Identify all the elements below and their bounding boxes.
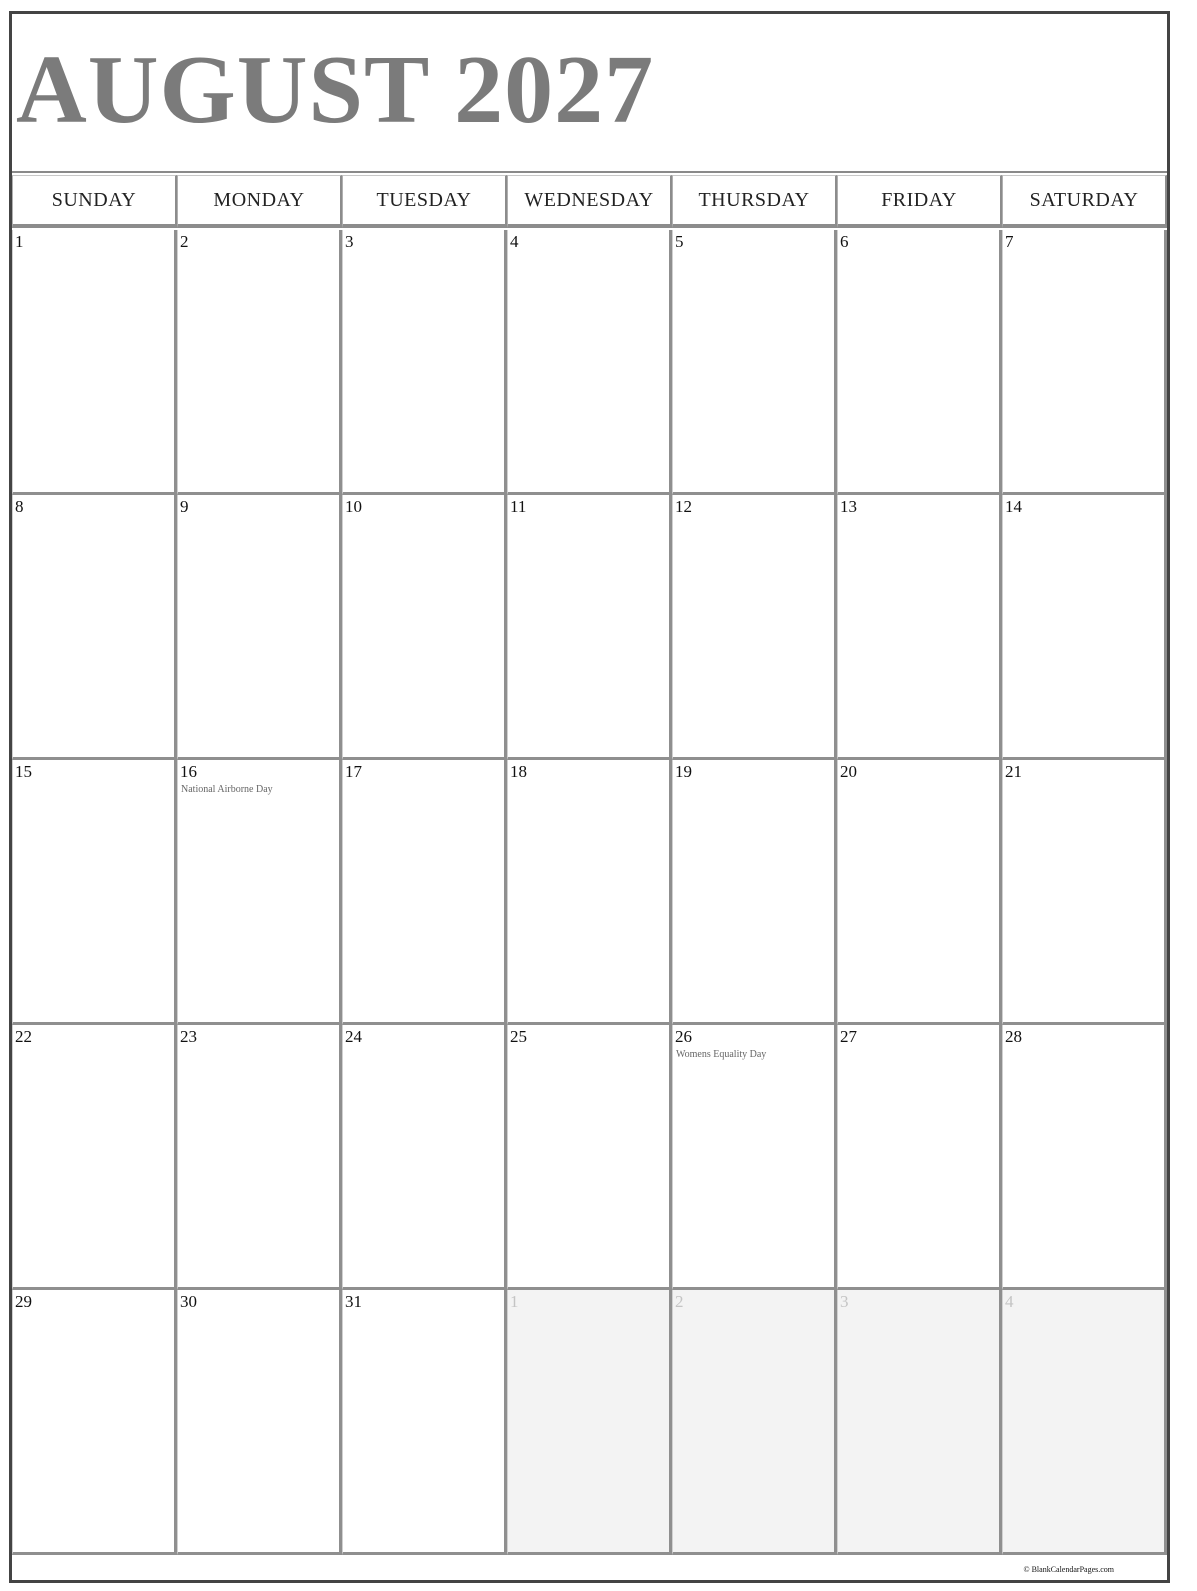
day-cell[interactable] bbox=[12, 495, 177, 760]
weekday-header-thursday: THURSDAY bbox=[672, 175, 837, 228]
day-cell[interactable] bbox=[342, 1290, 507, 1555]
day-cell[interactable] bbox=[177, 760, 342, 1025]
day-number: 11 bbox=[510, 497, 527, 516]
day-number: 2 bbox=[180, 232, 189, 251]
day-cell[interactable] bbox=[12, 1025, 177, 1290]
day-number: 14 bbox=[1005, 497, 1022, 516]
day-number: 10 bbox=[345, 497, 362, 516]
day-cell[interactable] bbox=[177, 1025, 342, 1290]
day-cell[interactable] bbox=[837, 1025, 1002, 1290]
day-number: 3 bbox=[840, 1292, 849, 1311]
day-number: 6 bbox=[840, 232, 849, 251]
day-cell[interactable] bbox=[177, 230, 342, 495]
day-number: 30 bbox=[180, 1292, 197, 1311]
day-number: 17 bbox=[345, 762, 362, 781]
day-number: 23 bbox=[180, 1027, 197, 1046]
day-cell[interactable] bbox=[1002, 1025, 1167, 1290]
day-number: 4 bbox=[1005, 1292, 1014, 1311]
weekday-header-monday: MONDAY bbox=[177, 175, 342, 228]
day-cell[interactable] bbox=[1002, 760, 1167, 1025]
day-number: 31 bbox=[345, 1292, 362, 1311]
day-cell[interactable] bbox=[342, 230, 507, 495]
day-cell[interactable] bbox=[342, 495, 507, 760]
day-number: 3 bbox=[345, 232, 354, 251]
day-cell[interactable] bbox=[507, 760, 672, 1025]
day-number: 29 bbox=[15, 1292, 32, 1311]
holiday-label: National Airborne Day bbox=[181, 784, 273, 795]
day-number: 19 bbox=[675, 762, 692, 781]
day-number: 25 bbox=[510, 1027, 527, 1046]
day-number: 1 bbox=[15, 232, 24, 251]
day-number: 2 bbox=[675, 1292, 684, 1311]
footer-credit: © BlankCalendarPages.com bbox=[1023, 1565, 1114, 1574]
weekday-header-sunday: SUNDAY bbox=[12, 175, 177, 228]
day-number: 28 bbox=[1005, 1027, 1022, 1046]
calendar-grid bbox=[12, 230, 1167, 1557]
day-number: 9 bbox=[180, 497, 189, 516]
day-number: 26 bbox=[675, 1027, 692, 1046]
day-cell-next-month[interactable] bbox=[1002, 1290, 1167, 1555]
day-number: 1 bbox=[510, 1292, 519, 1311]
day-cell[interactable] bbox=[507, 1025, 672, 1290]
day-cell-next-month[interactable] bbox=[672, 1290, 837, 1555]
day-cell[interactable] bbox=[837, 230, 1002, 495]
day-cell[interactable] bbox=[1002, 230, 1167, 495]
weekday-header-tuesday: TUESDAY bbox=[342, 175, 507, 228]
calendar-title: AUGUST 2027 bbox=[16, 36, 655, 144]
day-cell[interactable] bbox=[672, 230, 837, 495]
day-cell[interactable] bbox=[177, 495, 342, 760]
day-cell[interactable] bbox=[837, 760, 1002, 1025]
calendar-frame bbox=[9, 11, 1170, 1583]
day-number: 7 bbox=[1005, 232, 1014, 251]
day-number: 8 bbox=[15, 497, 24, 516]
day-cell[interactable] bbox=[1002, 495, 1167, 760]
holiday-label: Womens Equality Day bbox=[676, 1049, 767, 1060]
day-number: 5 bbox=[675, 232, 684, 251]
day-number: 22 bbox=[15, 1027, 32, 1046]
day-cell[interactable] bbox=[12, 230, 177, 495]
day-number: 16 bbox=[180, 762, 197, 781]
day-number: 4 bbox=[510, 232, 519, 251]
day-number: 18 bbox=[510, 762, 527, 781]
day-cell[interactable] bbox=[507, 495, 672, 760]
day-number: 13 bbox=[840, 497, 857, 516]
day-cell[interactable] bbox=[672, 1025, 837, 1290]
day-cell[interactable] bbox=[672, 760, 837, 1025]
day-cell[interactable] bbox=[12, 760, 177, 1025]
day-cell[interactable] bbox=[177, 1290, 342, 1555]
day-number: 12 bbox=[675, 497, 692, 516]
day-number: 24 bbox=[345, 1027, 362, 1046]
weekday-header-row bbox=[12, 175, 1167, 228]
day-cell[interactable] bbox=[12, 1290, 177, 1555]
title-bar bbox=[12, 14, 1167, 173]
weekday-header-wednesday: WEDNESDAY bbox=[507, 175, 672, 228]
day-cell-next-month[interactable] bbox=[507, 1290, 672, 1555]
day-cell-next-month[interactable] bbox=[837, 1290, 1002, 1555]
day-cell[interactable] bbox=[342, 760, 507, 1025]
day-number: 15 bbox=[15, 762, 32, 781]
day-cell[interactable] bbox=[672, 495, 837, 760]
day-number: 27 bbox=[840, 1027, 857, 1046]
day-cell[interactable] bbox=[342, 1025, 507, 1290]
weekday-header-saturday: SATURDAY bbox=[1002, 175, 1167, 228]
day-number: 20 bbox=[840, 762, 857, 781]
weekday-header-friday: FRIDAY bbox=[837, 175, 1002, 228]
day-cell[interactable] bbox=[507, 230, 672, 495]
day-number: 21 bbox=[1005, 762, 1022, 781]
day-cell[interactable] bbox=[837, 495, 1002, 760]
